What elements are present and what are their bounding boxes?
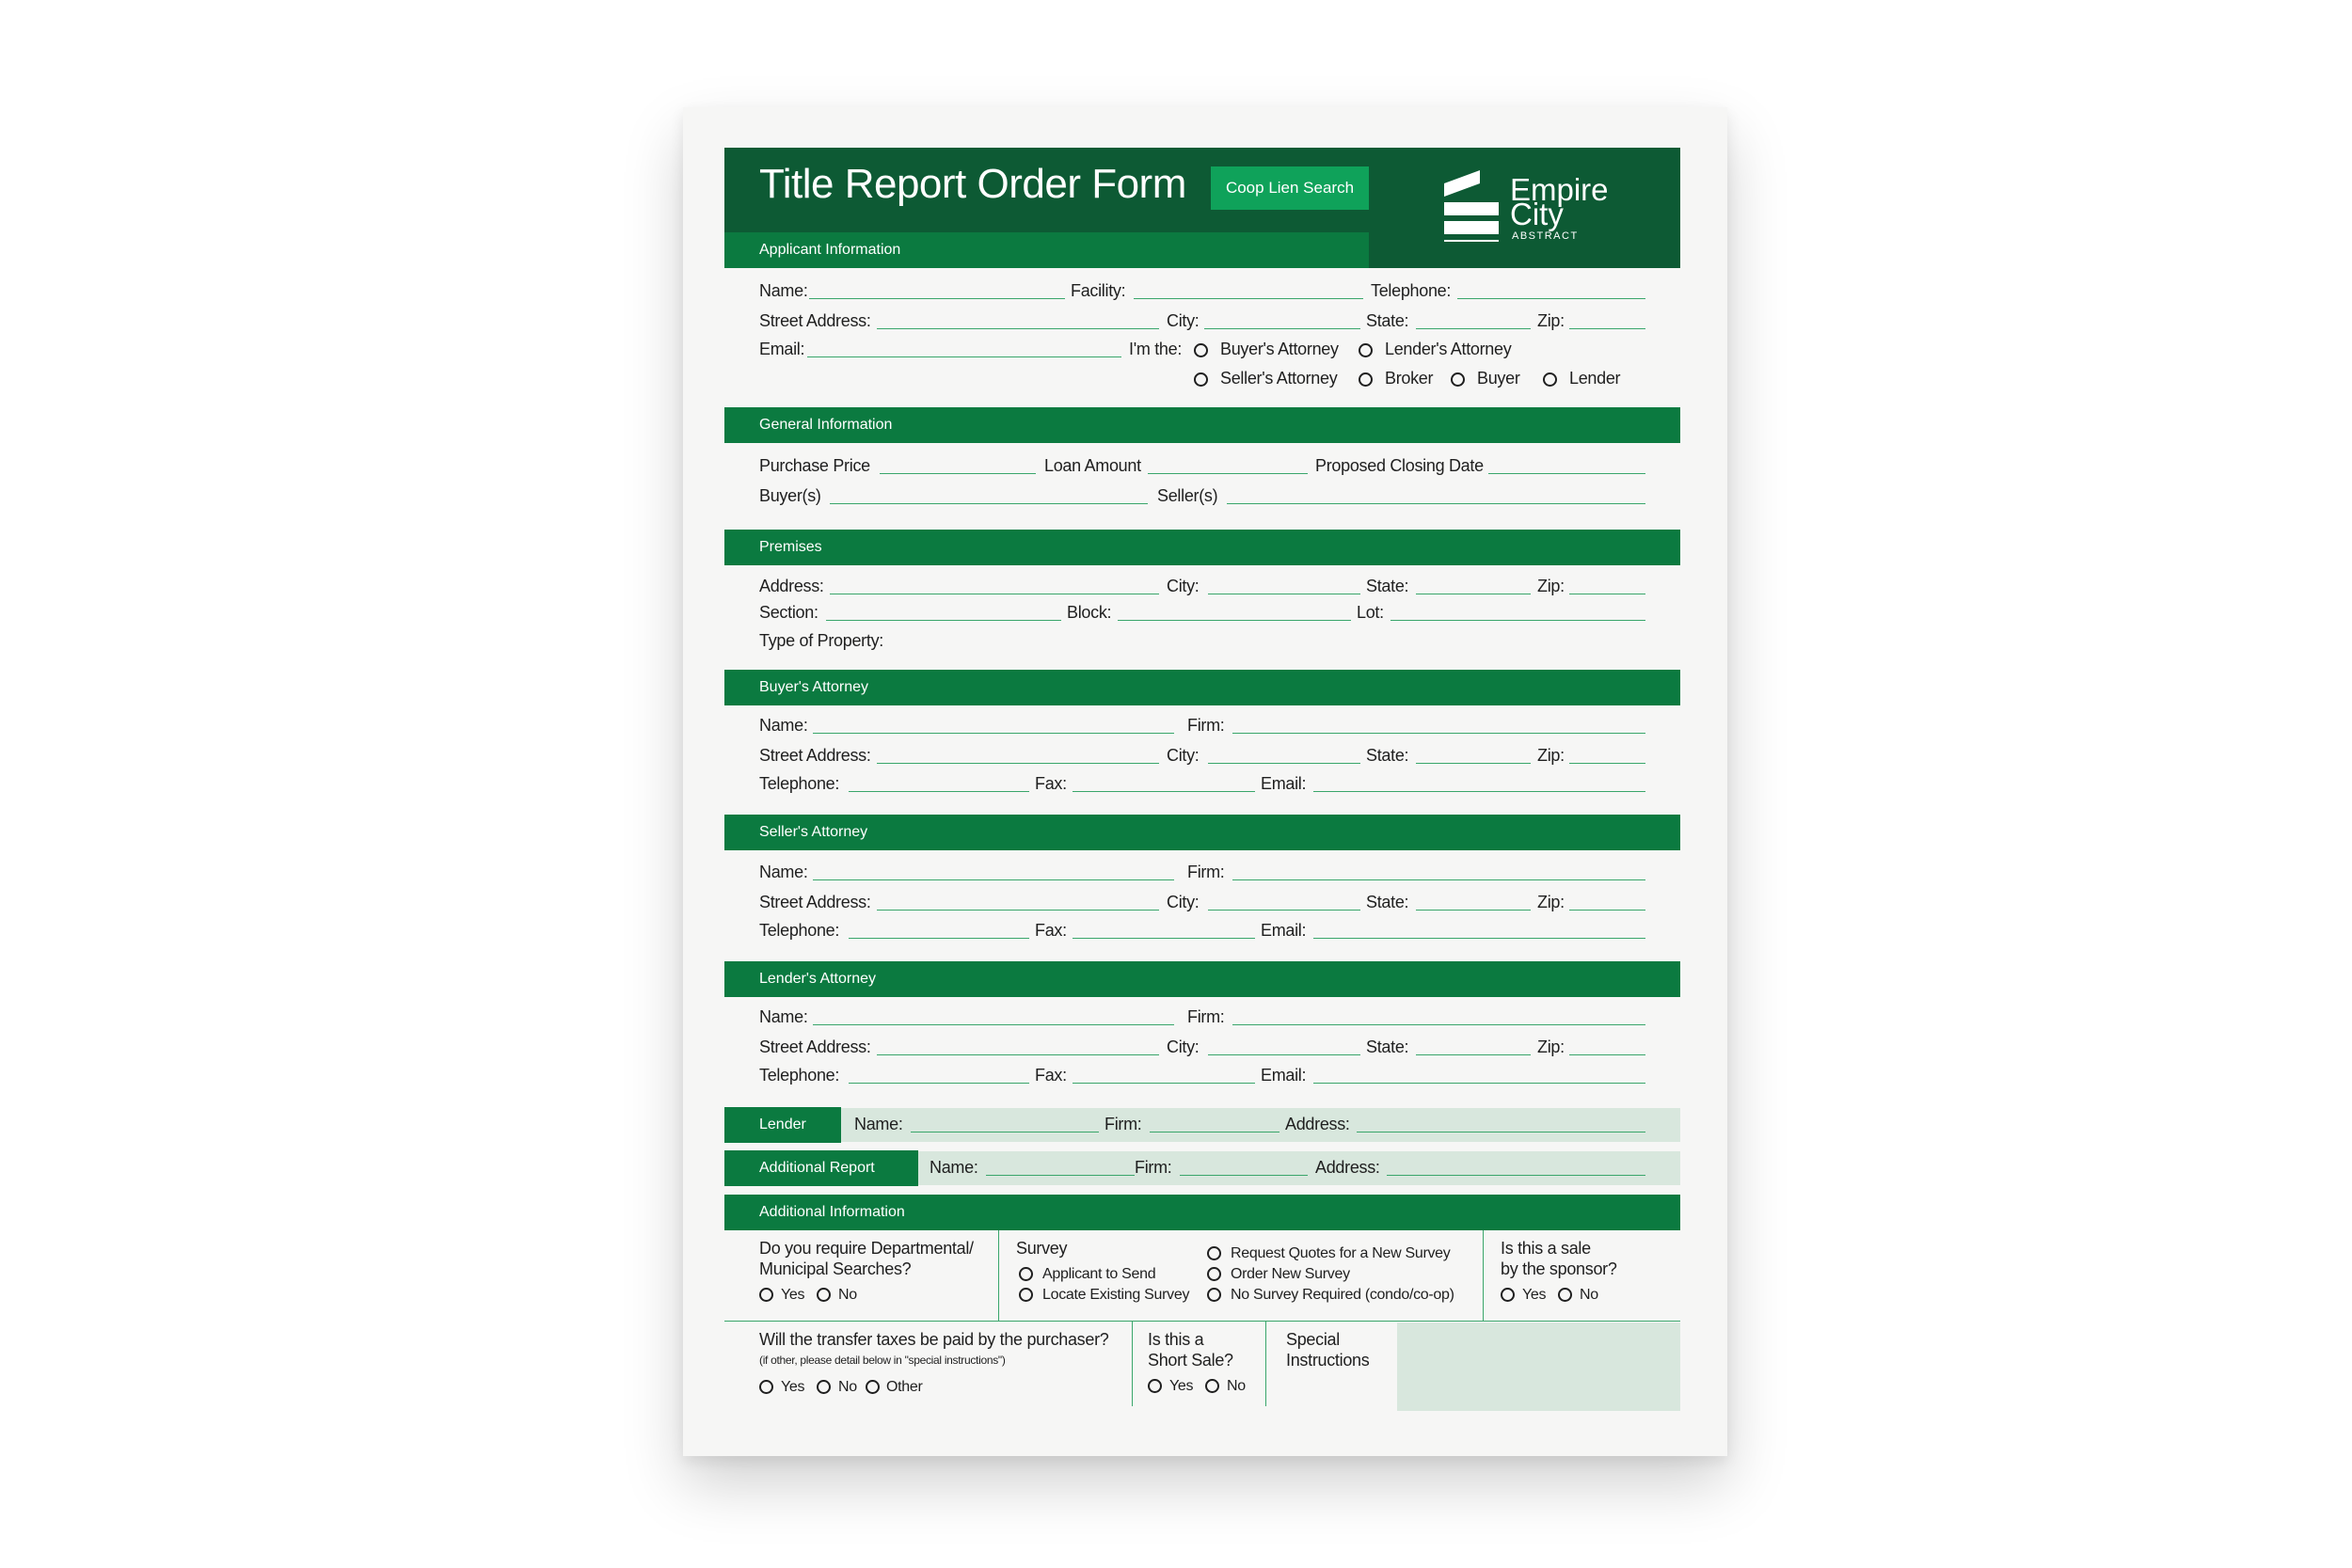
applicant-name-label: Name: <box>759 281 808 300</box>
sponsor-yes-label: Yes <box>1522 1287 1547 1303</box>
additional-report-tag <box>724 1150 918 1186</box>
role-broker-label: Broker <box>1385 369 1434 388</box>
role-lender-radio[interactable] <box>1543 372 1557 387</box>
transfer-no-radio[interactable] <box>817 1380 831 1394</box>
applicant-state-label: State: <box>1366 311 1409 330</box>
role-buyers-attorney-radio[interactable] <box>1194 343 1208 357</box>
order-form <box>724 148 1680 1411</box>
logo-city: City <box>1510 197 1564 231</box>
short-sale-no-radio[interactable] <box>1205 1379 1219 1393</box>
la-fax-label: Fax: <box>1035 1066 1067 1085</box>
lenders-attorney-section-label: Lender's Attorney <box>759 971 877 987</box>
applicant-telephone-label: Telephone: <box>1371 281 1452 300</box>
survey-locate-existing-label: Locate Existing Survey <box>1042 1287 1190 1303</box>
ba-state-field[interactable] <box>1416 763 1531 764</box>
closing-date-field[interactable] <box>1488 473 1645 474</box>
sa-name-field[interactable] <box>813 879 1174 880</box>
purchase-price-field[interactable] <box>880 473 1036 474</box>
sellers-attorney-section-label: Seller's Attorney <box>759 824 868 840</box>
applicant-email-field[interactable] <box>807 356 1121 357</box>
applicant-street-field[interactable] <box>877 328 1159 329</box>
special-instructions-field[interactable] <box>1397 1323 1680 1411</box>
applicant-telephone-field[interactable] <box>1457 298 1645 299</box>
sponsor-yes-radio[interactable] <box>1501 1288 1515 1302</box>
sponsor-question-line1: Is this a sale <box>1501 1239 1591 1258</box>
ba-zip-field[interactable] <box>1569 763 1645 764</box>
survey-order-new-label: Order New Survey <box>1231 1266 1350 1282</box>
premises-section-bar <box>724 530 1680 565</box>
transfer-other-radio[interactable] <box>866 1380 880 1394</box>
sa-email-field[interactable] <box>1313 938 1645 939</box>
la-telephone-label: Telephone: <box>759 1066 840 1085</box>
applicant-street-label: Street Address: <box>759 311 871 330</box>
transfer-note: (if other, please detail below in "special instructions") <box>759 1354 1006 1367</box>
dept-question-line1: Do you require Departmental/ <box>759 1239 974 1258</box>
general-section-bar <box>724 407 1680 443</box>
ba-fax-field[interactable] <box>1073 791 1255 792</box>
sa-telephone-field[interactable] <box>849 938 1029 939</box>
applicant-name-field[interactable] <box>809 298 1065 299</box>
ar-firm-label: Firm: <box>1135 1158 1172 1177</box>
la-state-label: State: <box>1366 1037 1409 1056</box>
buyers-attorney-section-label: Buyer's Attorney <box>759 679 868 695</box>
form-header <box>724 148 1680 268</box>
building-logo-icon <box>1444 170 1501 244</box>
sellers-label: Seller(s) <box>1157 486 1218 505</box>
sa-fax-label: Fax: <box>1035 921 1067 940</box>
empire-city-logo <box>1444 168 1651 253</box>
role-lenders-attorney-radio[interactable] <box>1359 343 1373 357</box>
sa-city-label: City: <box>1167 893 1200 911</box>
la-fax-field[interactable] <box>1073 1083 1255 1084</box>
transfer-no-label: No <box>838 1379 857 1395</box>
ba-telephone-label: Telephone: <box>759 774 840 793</box>
general-section-label: General Information <box>759 417 893 433</box>
ar-address-field[interactable] <box>1387 1175 1645 1176</box>
ba-street-label: Street Address: <box>759 746 871 765</box>
dept-no-label: No <box>838 1287 857 1303</box>
ba-name-field[interactable] <box>813 733 1174 734</box>
la-telephone-field[interactable] <box>849 1083 1029 1084</box>
special-instructions-line1: Special <box>1286 1330 1340 1349</box>
ar-firm-field[interactable] <box>1180 1175 1308 1176</box>
short-sale-yes-radio[interactable] <box>1148 1379 1162 1393</box>
applicant-city-field[interactable] <box>1204 328 1360 329</box>
dept-no-radio[interactable] <box>817 1288 831 1302</box>
survey-order-new-radio[interactable] <box>1207 1267 1221 1281</box>
la-city-field[interactable] <box>1208 1054 1360 1055</box>
survey-not-required-label: No Survey Required (condo/co-op) <box>1231 1287 1454 1303</box>
la-email-field[interactable] <box>1313 1083 1645 1084</box>
survey-applicant-send-radio[interactable] <box>1019 1267 1033 1281</box>
sellers-attorney-section-bar <box>724 815 1680 850</box>
transfer-other-label: Other <box>886 1379 923 1395</box>
survey-label: Survey <box>1016 1239 1068 1258</box>
coop-lien-search-button[interactable]: Coop Lien Search <box>1211 166 1369 210</box>
role-buyer-label: Buyer <box>1477 369 1520 388</box>
buyers-attorney-section-bar <box>724 670 1680 705</box>
divider-short <box>1265 1322 1266 1406</box>
ba-email-label: Email: <box>1261 774 1307 793</box>
premises-lot-field[interactable] <box>1391 620 1645 621</box>
closing-date-label: Proposed Closing Date <box>1315 456 1484 475</box>
survey-not-required-radio[interactable] <box>1207 1288 1221 1302</box>
premises-state-label: State: <box>1366 577 1409 595</box>
sa-zip-field[interactable] <box>1569 910 1645 911</box>
applicant-facility-field[interactable] <box>1134 298 1363 299</box>
sa-street-label: Street Address: <box>759 893 871 911</box>
applicant-section-tab <box>724 232 1369 268</box>
role-buyers-attorney-label: Buyer's Attorney <box>1220 340 1339 358</box>
role-broker-radio[interactable] <box>1359 372 1373 387</box>
survey-request-quotes-radio[interactable] <box>1207 1246 1221 1260</box>
la-name-label: Name: <box>759 1007 808 1026</box>
divider-row <box>724 1321 1680 1322</box>
short-sale-question-line1: Is this a <box>1148 1330 1204 1349</box>
survey-applicant-send-label: Applicant to Send <box>1042 1266 1156 1282</box>
sa-zip-label: Zip: <box>1537 893 1565 911</box>
sa-firm-field[interactable] <box>1232 879 1645 880</box>
sa-state-label: State: <box>1366 893 1409 911</box>
short-sale-question-line2: Short Sale? <box>1148 1351 1233 1370</box>
premises-block-label: Block: <box>1067 603 1112 622</box>
ba-firm-field[interactable] <box>1232 733 1645 734</box>
la-zip-field[interactable] <box>1569 1054 1645 1055</box>
dept-question-line2: Municipal Searches? <box>759 1259 912 1278</box>
short-sale-yes-label: Yes <box>1169 1378 1194 1394</box>
sa-fax-field[interactable] <box>1073 938 1255 939</box>
short-sale-no-label: No <box>1227 1378 1246 1394</box>
logo-empire: Empire <box>1510 172 1609 207</box>
applicant-state-field[interactable] <box>1416 328 1531 329</box>
additional-info-section-bar <box>724 1195 1680 1230</box>
sponsor-no-radio[interactable] <box>1558 1288 1572 1302</box>
divider-survey <box>1483 1230 1484 1321</box>
applicant-facility-label: Facility: <box>1071 281 1126 300</box>
sa-email-label: Email: <box>1261 921 1307 940</box>
dept-yes-label: Yes <box>781 1287 805 1303</box>
additional-info-section-label: Additional Information <box>759 1204 905 1220</box>
sa-name-label: Name: <box>759 863 808 881</box>
survey-request-quotes-label: Request Quotes for a New Survey <box>1231 1245 1451 1261</box>
la-firm-label: Firm: <box>1187 1007 1225 1026</box>
applicant-zip-field[interactable] <box>1569 328 1645 329</box>
lenders-attorney-section-bar <box>724 961 1680 997</box>
logo-abstract: ABSTRACT <box>1512 230 1579 242</box>
ar-address-label: Address: <box>1315 1158 1380 1177</box>
applicant-section-label: Applicant Information <box>759 242 901 258</box>
role-sellers-attorney-radio[interactable] <box>1194 372 1208 387</box>
ba-firm-label: Firm: <box>1187 716 1225 735</box>
lender-firm-label: Firm: <box>1104 1115 1142 1133</box>
transfer-question: Will the transfer taxes be paid by the purchaser? <box>759 1330 1109 1349</box>
ar-name-label: Name: <box>930 1158 978 1177</box>
ba-zip-label: Zip: <box>1537 746 1565 765</box>
role-buyer-radio[interactable] <box>1451 372 1465 387</box>
ba-state-label: State: <box>1366 746 1409 765</box>
lender-name-label: Name: <box>854 1115 903 1133</box>
la-state-field[interactable] <box>1416 1054 1531 1055</box>
sa-state-field[interactable] <box>1416 910 1531 911</box>
applicant-email-label: Email: <box>759 340 805 358</box>
premises-lot-label: Lot: <box>1357 603 1384 622</box>
ar-name-field[interactable] <box>986 1175 1135 1176</box>
survey-locate-existing-radio[interactable] <box>1019 1288 1033 1302</box>
premises-section-field[interactable] <box>826 620 1061 621</box>
ba-street-field[interactable] <box>877 763 1159 764</box>
applicant-zip-label: Zip: <box>1537 311 1565 330</box>
ba-email-field[interactable] <box>1313 791 1645 792</box>
buyers-label: Buyer(s) <box>759 486 821 505</box>
buyers-field[interactable] <box>830 503 1148 504</box>
role-lender-label: Lender <box>1569 369 1621 388</box>
sa-firm-label: Firm: <box>1187 863 1225 881</box>
premises-section-label: Premises <box>759 539 822 555</box>
ba-city-label: City: <box>1167 746 1200 765</box>
lender-tag <box>724 1107 841 1143</box>
la-street-field[interactable] <box>877 1054 1159 1055</box>
premises-section-label-field: Section: <box>759 603 818 622</box>
im-the-label: I'm the: <box>1129 340 1183 358</box>
dept-yes-radio[interactable] <box>759 1288 773 1302</box>
loan-amount-field[interactable] <box>1148 473 1308 474</box>
sa-city-field[interactable] <box>1208 910 1360 911</box>
lender-address-label: Address: <box>1285 1115 1350 1133</box>
divider-dept <box>998 1230 999 1321</box>
transfer-yes-radio[interactable] <box>759 1380 773 1394</box>
role-sellers-attorney-label: Seller's Attorney <box>1220 369 1338 388</box>
additional-report-section-label: Additional Report <box>759 1160 875 1176</box>
premises-zip-label: Zip: <box>1537 577 1565 595</box>
sellers-field[interactable] <box>1227 503 1645 504</box>
sa-street-field[interactable] <box>877 910 1159 911</box>
ba-fax-label: Fax: <box>1035 774 1067 793</box>
sponsor-no-label: No <box>1580 1287 1598 1303</box>
premises-address-label: Address: <box>759 577 824 595</box>
la-city-label: City: <box>1167 1037 1200 1056</box>
sponsor-question-line2: by the sponsor? <box>1501 1259 1617 1278</box>
la-street-label: Street Address: <box>759 1037 871 1056</box>
sa-telephone-label: Telephone: <box>759 921 840 940</box>
purchase-price-label: Purchase Price <box>759 456 870 475</box>
premises-city-label: City: <box>1167 577 1200 595</box>
ba-telephone-field[interactable] <box>849 791 1029 792</box>
special-instructions-line2: Instructions <box>1286 1351 1370 1370</box>
premises-block-field[interactable] <box>1118 620 1351 621</box>
form-title: Title Report Order Form <box>759 161 1186 207</box>
la-zip-label: Zip: <box>1537 1037 1565 1056</box>
property-type-label: Type of Property: <box>759 631 883 650</box>
transfer-yes-label: Yes <box>781 1379 805 1395</box>
ba-name-label: Name: <box>759 716 808 735</box>
role-lenders-attorney-label: Lender's Attorney <box>1385 340 1512 358</box>
divider-transfer <box>1132 1322 1133 1406</box>
applicant-city-label: City: <box>1167 311 1200 330</box>
ba-city-field[interactable] <box>1208 763 1360 764</box>
la-name-field[interactable] <box>813 1024 1174 1025</box>
la-email-label: Email: <box>1261 1066 1307 1085</box>
la-firm-field[interactable] <box>1232 1024 1645 1025</box>
loan-amount-label: Loan Amount <box>1044 456 1141 475</box>
lender-section-label: Lender <box>759 1117 806 1132</box>
